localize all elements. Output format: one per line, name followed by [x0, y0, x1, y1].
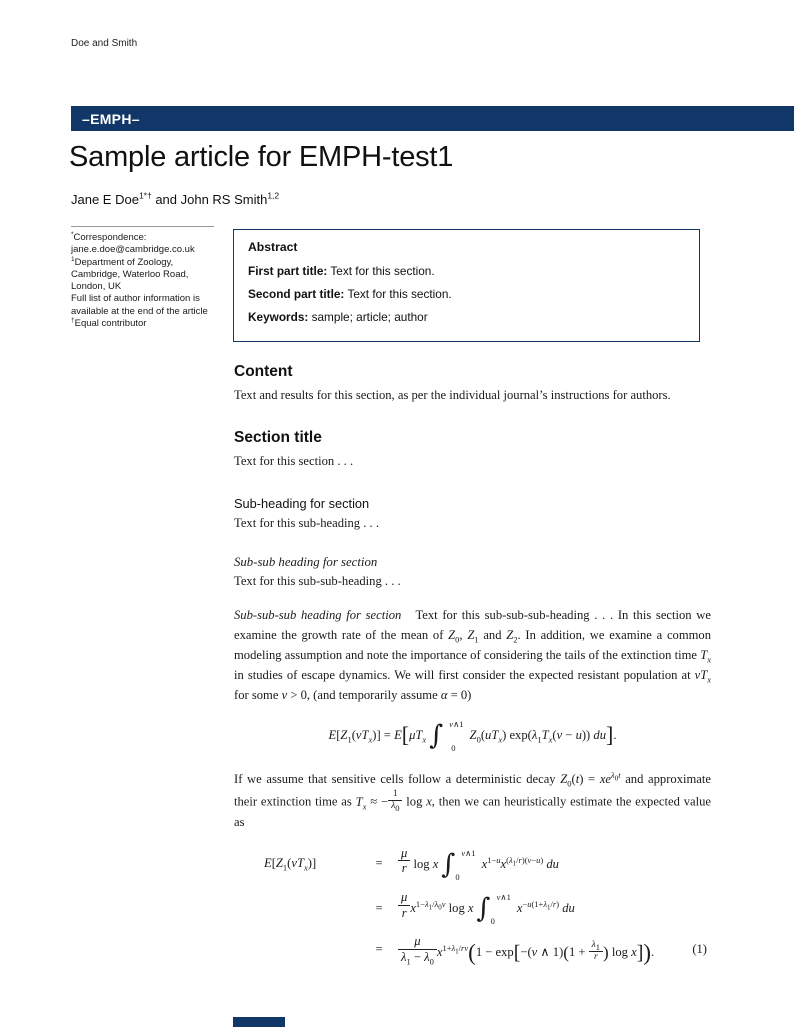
abstract-item-label: First part title:	[248, 264, 328, 278]
sidebar-line-equal-contributor: †Equal contributor	[71, 316, 147, 330]
content-paragraph: Text and results for this section, as per the individual journal’s instructions for authors.	[234, 388, 671, 402]
abstract-item-text: Text for this section.	[347, 287, 452, 301]
display-equation: $E[Z_1(vT_x)] = E[\mu T_x$ ∫ v∧1 0 $Z_0(uT_x) \exp(\lambda_1T_x(v - u))$ du].	[328, 719, 617, 753]
abstract-item-second-part	[248, 287, 685, 301]
abstract-item-label: Second part title:	[248, 287, 345, 301]
content-heading: Content	[234, 363, 293, 380]
equation-line-1: $\frac{\mu}{r}$ log x ∫ v∧1 0 $x^{1-u}x^{(\lambda_1/r)(v-u)}$ du	[398, 846, 654, 881]
abstract-heading: Abstract	[248, 240, 298, 254]
correspondence-sidebar	[71, 226, 214, 330]
abstract-box	[233, 229, 700, 342]
sidebar-line-author-info-2: available at the end of the article	[71, 305, 208, 317]
sidebar-line-affiliation-1: $^1$Department of Zoology,	[71, 255, 174, 268]
equals-sign: =	[375, 942, 383, 957]
running-head: Doe and Smith	[71, 38, 138, 49]
banner-label: –EMPH–	[82, 110, 140, 127]
equation-line-3: $\frac{\mu}{\lambda_1 - \lambda_0}$ $x^{1+\lambda_1/rv}(1 - \exp[-(v$ ∧ 1)(1 + $\frac{\lambda_1}{r}$ ) log x]).	[398, 934, 654, 964]
equation-lhs: $E[Z_1(vT_x)]$	[264, 856, 317, 873]
abstract-item-first-part	[248, 264, 685, 278]
sidebar-line-affiliation-2: Cambridge, Waterloo Road,	[71, 268, 189, 280]
sub-heading: Sub-heading for section	[234, 496, 370, 511]
aligned-equation-block	[264, 846, 711, 965]
equation-number: (1)	[692, 942, 707, 957]
authors-line: Jane E Doe$^{1*\dagger}$ and John RS Smith$^{1,2}$	[71, 190, 280, 207]
equals-sign: =	[375, 900, 383, 915]
sidebar-line-email: jane.e.doe@cambridge.co.uk	[71, 244, 195, 256]
journal-banner	[71, 106, 794, 131]
deterministic-decay-paragraph: If we assume that sensitive cells follow a deterministic decay $Z_0(t) = xe^{\lambda_0t}$ and approximate their extinction time as $T_x$ ≈ − $\frac{1}{\lambda_0}$ log x, then we can heuristically estimate the expected value as	[234, 769, 711, 829]
section-paragraph: Text for this section . . .	[234, 454, 354, 468]
article-body	[234, 356, 712, 967]
sidebar-line-affiliation-3: London, UK	[71, 281, 122, 293]
footer-navy-mark	[233, 1017, 285, 1027]
article-title: Sample article for EMPH-test1	[69, 141, 454, 173]
equals-sign: =	[375, 856, 383, 871]
sub-sub-heading-paragraph: Text for this sub-sub-heading . . .	[234, 574, 401, 588]
abstract-item-label: Keywords:	[248, 310, 309, 324]
section-title-heading: Section title	[234, 429, 322, 446]
sub-sub-sub-paragraph: Sub-sub-sub heading for section Text for this sub-sub-sub-heading . . . In this section we examine the growth rate of the mean of $Z_0$, $Z_1$ and $Z_2$. In addition, we examine a common modeling assumption and note the importance of considering the tails of the extinction time $T_x$ in studies of escape dynamics. We will first consider the expected resistant population at $vT_x$ for some v > 0, (and temporarily assume α = 0)	[234, 608, 712, 702]
equation-line-2: $\frac{\mu}{r}$ $x^{1-\lambda_1/\lambda_0v}$ log x ∫ v∧1 0 $x^{-u(1+\lambda_1/r)}$ du	[398, 890, 654, 925]
sub-heading-paragraph: Text for this sub-heading . . .	[234, 516, 379, 530]
sub-sub-heading: Sub-sub heading for section	[234, 555, 378, 569]
abstract-item-keywords	[248, 310, 685, 324]
abstract-item-text: sample; article; author	[311, 310, 428, 324]
abstract-item-text: Text for this section.	[330, 264, 435, 278]
sidebar-line-author-info-1: Full list of author information is	[71, 293, 200, 305]
sidebar-line-correspondence: *Correspondence:	[71, 230, 147, 243]
